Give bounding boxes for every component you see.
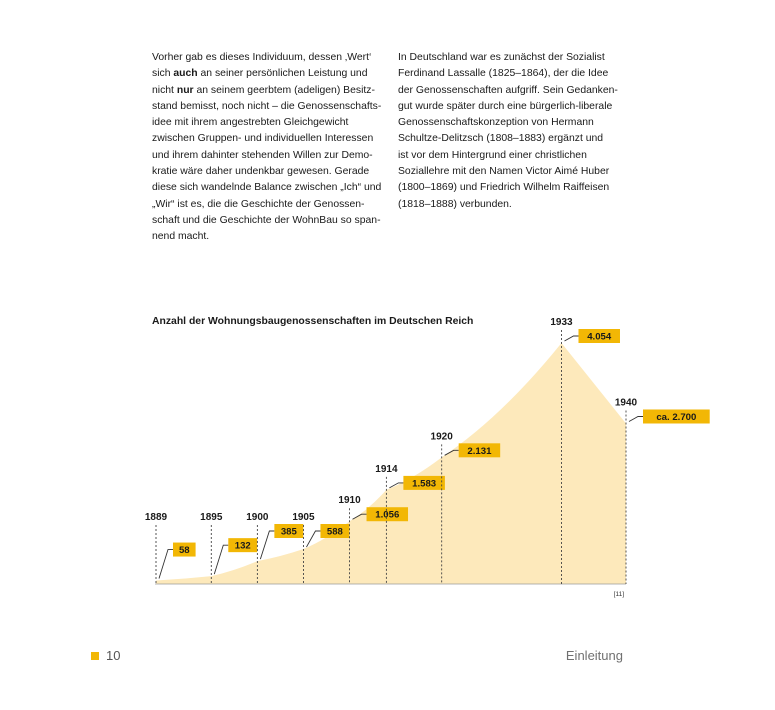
value-label: 132 — [234, 540, 251, 552]
year-label: 1895 — [200, 512, 223, 523]
text-line: sich auch an seiner persönlichen Leistung und — [152, 68, 368, 80]
text-line: Vorher gab es dieses Individuum, dessen ‚Wert‘ — [152, 52, 372, 63]
value-leader-line — [159, 550, 173, 579]
text-line: In Deutschland war es zunächst der Sozialist — [398, 52, 605, 63]
text-line: (1800–1869) und Friedrich Wilhelm Raiffeisen — [398, 182, 610, 194]
text-line: nicht nur an seinem geerbtem (adeligen) Besitz- — [152, 84, 375, 96]
text-line: kratie wäre daher undenkbar gewesen. Gerade — [152, 166, 370, 178]
year-label: 1914 — [375, 463, 398, 475]
text-line: Soziallehre mit den Namen Victor Aimé Huber — [398, 166, 610, 178]
emphasis-auch: auch — [173, 68, 198, 80]
value-label: 1.056 — [375, 509, 400, 521]
text-line: und ihrem dahinter stehenden Willen zur Demo- — [152, 149, 373, 161]
year-label: 1920 — [430, 431, 453, 443]
text-line: nend macht. — [152, 231, 210, 243]
text-line: ist vor dem Hintergrund einer christlichen — [398, 149, 587, 161]
year-label: 1900 — [246, 512, 269, 523]
text-line: Ferdinand Lassalle (1825–1864), der die Idee — [398, 68, 609, 80]
chart-title: Anzahl der Wohnungsbaugenossenschaften im Deutschen Reich — [152, 316, 474, 327]
year-label: 1889 — [144, 512, 168, 523]
value-label: 58 — [178, 545, 190, 557]
value-label: 4.054 — [587, 331, 612, 343]
value-leader-line — [629, 416, 643, 421]
page-number: 10 — [106, 648, 121, 663]
year-label: 1905 — [292, 512, 315, 523]
year-label: 1940 — [614, 397, 638, 409]
section-name: Einleitung — [565, 648, 623, 663]
value-label: 2.131 — [467, 445, 492, 457]
text-line: stand bemisst, noch nicht – die Genossenschafts- — [152, 100, 382, 112]
source-note: [11] — [613, 591, 624, 598]
text-line: (1818–1888) verbunden. — [398, 198, 512, 210]
value-leader-line — [260, 531, 274, 559]
text-line: „Wir“ ist es, die die Geschichte der Genossen- — [152, 198, 365, 210]
value-leader-line — [564, 336, 578, 341]
emphasis-nur: nur — [176, 84, 194, 96]
value-leader-line — [214, 545, 228, 574]
year-label: 1933 — [550, 317, 573, 328]
text-line: Schultze-Delitzsch (1808–1883) ergänzt und — [398, 133, 604, 145]
value-label: 1.583 — [412, 478, 437, 490]
footer-accent-square — [91, 652, 99, 660]
text-line: gut wurde später durch eine bürgerlich-liberale — [398, 100, 613, 112]
text-line: der Genossenschaften aufgriff. Sein Gedanken- — [398, 84, 618, 96]
text-line: diese sich wandelnde Balance zwischen „Ich“ und — [152, 182, 382, 194]
text-line: Genossenschaftskonzeption von Hermann — [398, 117, 594, 129]
text-line: idee mit ihrem angestrebten Gleichgewicht — [152, 117, 349, 129]
value-label: 588 — [326, 526, 343, 538]
year-label: 1910 — [338, 495, 361, 507]
value-label: ca. 2.700 — [656, 411, 697, 423]
value-label: 385 — [280, 526, 297, 538]
text-line: zwischen Gruppen- und individuellen Interessen — [152, 133, 374, 145]
text-line: schaft und die Geschichte der WohnBau so span- — [152, 214, 381, 226]
